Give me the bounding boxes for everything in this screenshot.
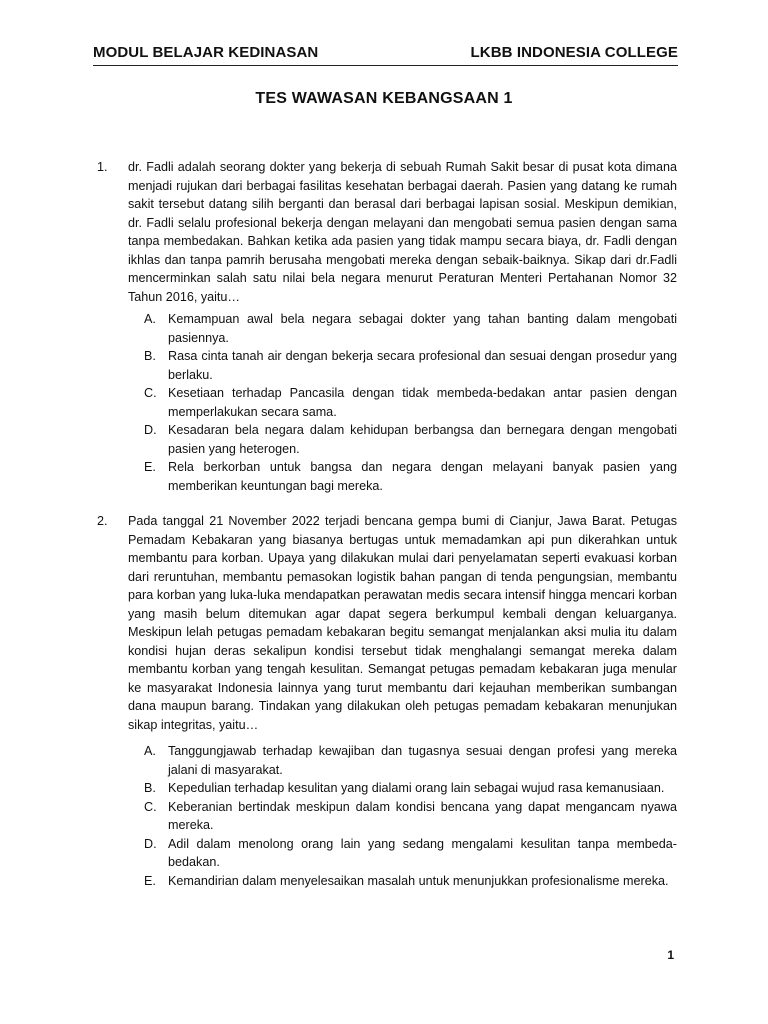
- option-letter: A.: [144, 744, 156, 758]
- question-text: dr. Fadli adalah seorang dokter yang bekerja di sebuah Rumah Sakit besar di pusat kota dimana menjadi rujukan dari berbagai fasilitas kesehatan berbagai daerah. Pasien yang datang ke rumah sakit tersebut datang silih berganti dan berasal dari berbagai lapisan sosial. Meskipun demikian, dr. Fadli selalu profesional bekerja dengan melayani dan mengobati semua pasien dengan sama tanpa membedakan. Bahkan ketika ada pasien yang tidak mampu secara biaya, dr. Fadli dengan ikhlas dan tanpa pamrih berusaha mengobati mereka dengan sebaik-baiknya. Sikap dari dr.Fadli mencerminkan salah satu nilai bela negara menurut Peraturan Menteri Pertahanan Nomor 32 Tahun 2016, yaitu…: [128, 160, 677, 304]
- option-letter: A.: [144, 312, 156, 326]
- option-text: Kesetiaan terhadap Pancasila dengan tidak membeda-bedakan antar pasien dengan memperlakukan secara sama.: [168, 386, 677, 419]
- header-divider: [93, 65, 678, 66]
- option-text: Kesadaran bela negara dalam kehidupan berbangsa dan bernegara dengan mengobati pasien yang heterogen.: [168, 423, 677, 456]
- option-e[interactable]: [144, 872, 677, 891]
- option-letter: D.: [144, 423, 157, 437]
- option-d[interactable]: [144, 421, 677, 458]
- option-letter: D.: [144, 836, 157, 851]
- option-b[interactable]: [144, 347, 677, 384]
- option-text: Tanggungjawab terhadap kewajiban dan tugasnya sesuai dengan profesi yang mereka jalani di masyarakat.: [168, 744, 677, 777]
- option-c[interactable]: [144, 384, 677, 421]
- option-letter: C.: [144, 386, 157, 400]
- option-c[interactable]: [144, 798, 677, 835]
- option-text: Kepedulian terhadap kesulitan yang dialami orang lain sebagai wujud rasa kemanusiaan.: [168, 781, 665, 795]
- option-text: Adil dalam menolong orang lain yang sedang mengalami kesulitan tanpa membeda-bedakan.: [168, 836, 677, 869]
- question-number: 1.: [97, 160, 108, 174]
- option-letter: B.: [144, 781, 156, 795]
- option-text: Rasa cinta tanah air dengan bekerja secara profesional dan sesuai dengan prosedur yang berlaku.: [168, 349, 677, 382]
- option-text: Kemandirian dalam menyelesaikan masalah untuk menunjukkan profesionalisme mereka.: [168, 873, 669, 888]
- option-letter: E.: [144, 460, 156, 474]
- page-title: TES WAWASAN KEBANGSAAN 1: [255, 90, 513, 107]
- header-right-title: LKBB INDONESIA COLLEGE: [470, 44, 678, 61]
- option-a[interactable]: [144, 742, 677, 779]
- option-b[interactable]: [144, 779, 677, 798]
- option-text: Rela berkorban untuk bangsa dan negara dengan melayani banyak pasien yang memberikan keuntungan bagi mereka.: [168, 460, 677, 493]
- option-letter: E.: [144, 873, 156, 888]
- page-number: 1: [667, 948, 674, 962]
- option-d[interactable]: [144, 835, 677, 872]
- option-letter: B.: [144, 349, 156, 363]
- option-a[interactable]: [144, 310, 677, 347]
- option-letter: C.: [144, 799, 157, 814]
- page-header: [93, 44, 678, 66]
- option-text: Kemampuan awal bela negara sebagai dokter yang tahan banting dalam mengobati pasiennya.: [168, 312, 677, 345]
- answer-options: [144, 742, 677, 890]
- answer-options: [144, 310, 677, 495]
- header-left-title: MODUL BELAJAR KEDINASAN: [93, 44, 319, 61]
- question-text: Pada tanggal 21 November 2022 terjadi bencana gempa bumi di Cianjur, Jawa Barat. Petugas Pemadam Kebakaran yang biasanya bertugas untuk memadamkan api pun dikerahkan untuk membantu para korban. Upaya yang dilakukan mulai dari penyelamatan seperti evakuasi korban dari reruntuhan, membantu pemasokan logistik bahan pangan di tenda pengungsian, membantu para korban yang luka-luka mendapatkan perawatan medis secara intensif hingga mencari korban yang masih belum ditemukan agar dapat segera berkumpul kembali dengan keluarganya. Meskipun lelah petugas pemadam kebakaran begitu semangat menjalankan aksi mulia itu dalam kondisi hujan deras sekalipun kondisi tersebut tidak menghalangi semangat mereka dalam membantu korban yang tengah kesulitan. Semangat petugas pemadam kebakaran juga menular ke masyarakat Indonesia lainnya yang turut membantu dari kejauhan memberikan sumbangan dana maupun barang. Tindakan yang dilakukan oleh petugas pemadam kebakaran menunjukan sikap integritas, yaitu…: [128, 514, 677, 732]
- option-e[interactable]: [144, 458, 677, 495]
- option-text: Keberanian bertindak meskipun dalam kondisi bencana yang dapat mengancam nyawa mereka.: [168, 799, 677, 832]
- question-number: 2.: [97, 514, 108, 528]
